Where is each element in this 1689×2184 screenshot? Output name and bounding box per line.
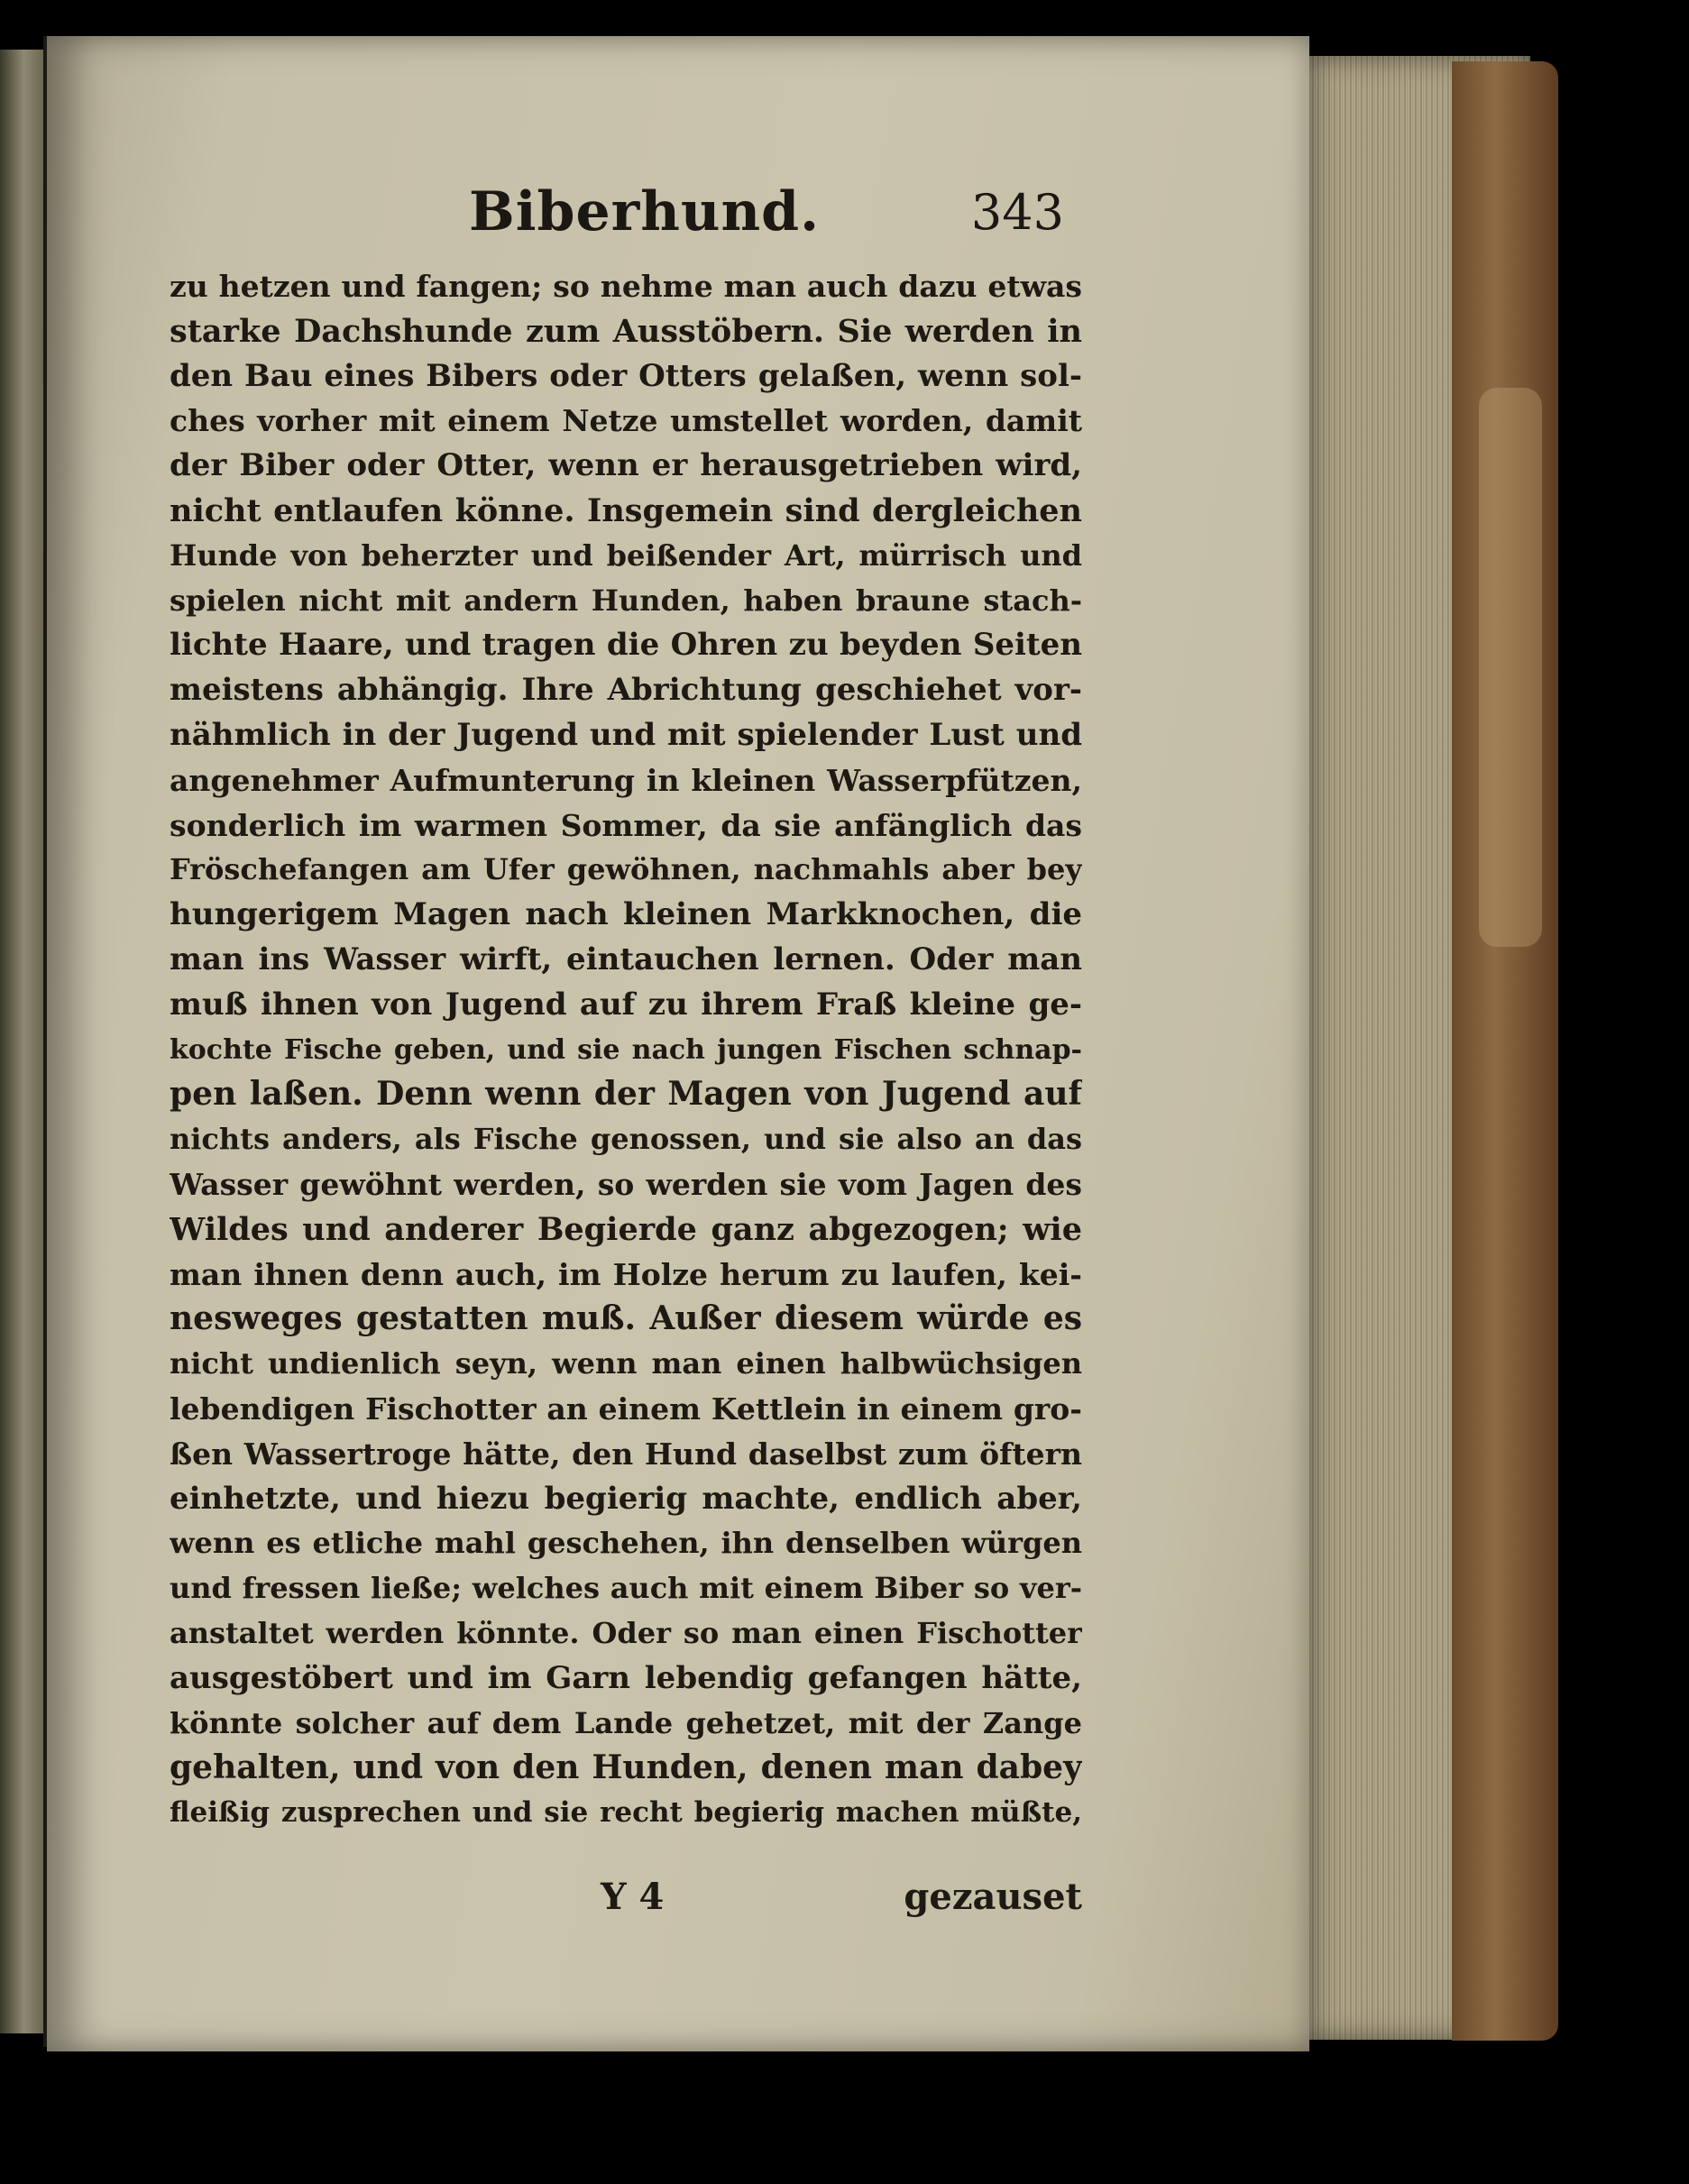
body-text [170, 264, 1082, 1836]
text-line: Fröschefangen am Ufer gewöhnen, nachmahls aber bey [170, 852, 1082, 887]
text-line: fleißig zusprechen und sie recht begierig machen müßte, [170, 1796, 1082, 1830]
page-footer [170, 1876, 1082, 1930]
text-line: starke Dachshunde zum Ausstöbern. Sie werden in [170, 312, 1082, 350]
text-line: nähmlich in der Jugend und mit spielender Lust und [170, 716, 1082, 753]
text-line: pen laßen. Denn wenn der Magen von Jugend auf [170, 1075, 1082, 1114]
text-line: lichte Haare, und tragen die Ohren zu beyden Seiten [170, 627, 1082, 664]
text-line: der Biber oder Otter, wenn er herausgetrieben wird, [170, 447, 1082, 484]
text-line: nichts anders, als Fische genossen, und sie also an das [170, 1122, 1082, 1157]
text-line: könnte solcher auf dem Lande gehetzet, mit der Zange [170, 1705, 1082, 1740]
text-line: wenn es etliche mahl geschehen, ihn denselben würgen [170, 1526, 1082, 1561]
text-line: ausgestöbert und im Garn lebendig gefangen hätte, [170, 1659, 1082, 1696]
text-line: nicht entlaufen könne. Insgemein sind dergleichen [170, 491, 1082, 529]
text-line: einhetzte, und hiezu begierig machte, endlich aber, [170, 1480, 1082, 1517]
text-line: kochte Fische geben, und sie nach jungen Fischen schnap- [170, 1033, 1082, 1066]
text-line: anstaltet werden könnte. Oder so man einen Fischotter [170, 1615, 1082, 1650]
text-line: den Bau eines Bibers oder Otters gelaßen, wenn sol- [170, 357, 1082, 394]
text-line: gehalten, und von den Hunden, denen man dabey [170, 1748, 1082, 1787]
text-line: und fressen ließe; welches auch mit einem Biber so ver- [170, 1571, 1082, 1606]
text-line: man ins Wasser wirft, eintauchen lernen. Oder man [170, 941, 1082, 977]
text-line: nicht undienlich seyn, wenn man einen halbwüchsigen [170, 1346, 1082, 1381]
text-line: angenehmer Aufmunterung in kleinen Wasserpfützen, [170, 762, 1082, 798]
text-line: ches vorher mit einem Netze umstellet worden, damit [170, 403, 1082, 439]
running-head: Biberhund. [469, 180, 820, 243]
catchword: gezauset [904, 1876, 1082, 1918]
text-line: sonderlich im warmen Sommer, da sie anfänglich das [170, 807, 1082, 843]
text-line: hungerigem Magen nach kleinen Markknochen, die [170, 896, 1082, 933]
text-line: Hunde von beherzter und beißender Art, mürrisch und [170, 537, 1082, 573]
text-line: zu hetzen und fangen; so nehme man auch dazu etwas [170, 269, 1082, 304]
text-line: Wildes und anderer Begierde ganz abgezogen; wie [170, 1210, 1082, 1248]
cover-highlight [1479, 388, 1542, 947]
text-line: spielen nicht mit andern Hunden, haben braune stach- [170, 583, 1082, 618]
signature-mark: Y 4 [601, 1876, 665, 1918]
page-number: 343 [970, 184, 1064, 241]
text-line: lebendigen Fischotter an einem Kettlein in einem gro- [170, 1390, 1082, 1427]
page-header [171, 180, 1073, 252]
text-line: nesweges gestatten muß. Außer diesem würde es [170, 1299, 1082, 1338]
text-line: ßen Wassertroge hätte, den Hund daselbst zum öftern [170, 1436, 1082, 1472]
text-line: Wasser gewöhnt werden, so werden sie vom Jagen des [170, 1166, 1082, 1202]
book-cover [1452, 61, 1558, 2041]
text-line: muß ihnen von Jugend auf zu ihrem Fraß kleine ge- [170, 986, 1082, 1023]
left-page-edge [0, 50, 43, 2033]
text-line: meistens abhängig. Ihre Abrichtung geschiehet vor- [170, 672, 1082, 709]
text-line: man ihnen denn auch, im Holze herum zu laufen, kei- [170, 1256, 1082, 1292]
